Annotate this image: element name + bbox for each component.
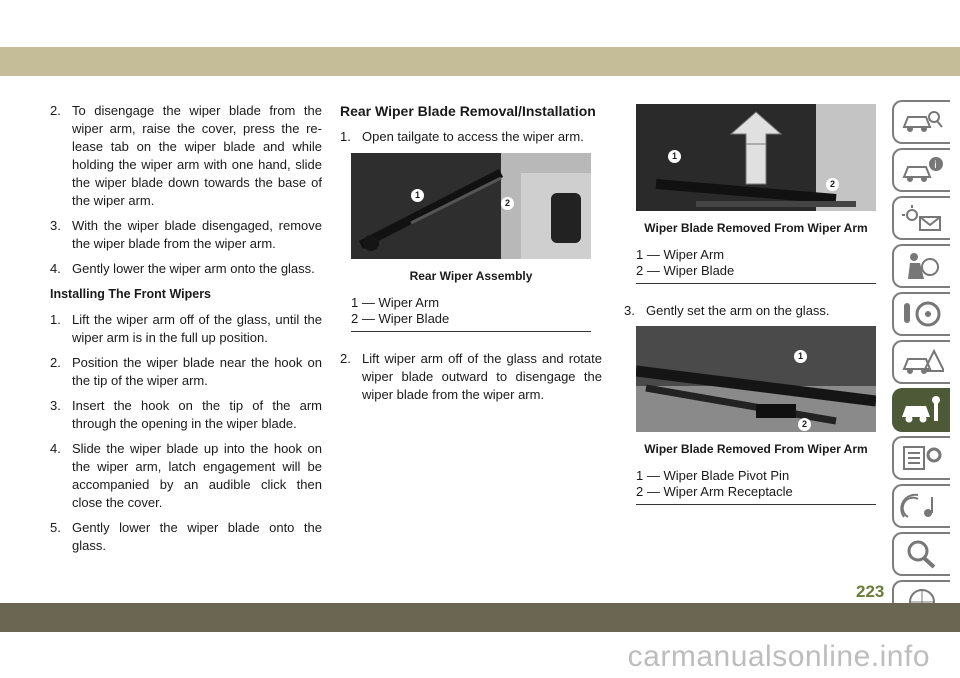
figure-wiper-blade-removed-1	[636, 104, 876, 284]
starting-driving-icon	[900, 299, 944, 329]
watermark: carmanualsonline.info	[0, 632, 960, 678]
tab-vehicle-info[interactable]	[892, 148, 950, 192]
callout-2: 2	[798, 418, 811, 431]
step-item: 4. Gently lower the wiper arm onto the glass.	[50, 261, 315, 276]
step-item: 1. Lift the wiper arm off of the glass, until the wiper arm is in the full up position.	[50, 312, 322, 345]
photo-illustration	[351, 153, 591, 259]
figure-caption: Rear Wiper Assembly	[409, 269, 533, 283]
tab-safety[interactable]	[892, 244, 950, 288]
figure-caption: Wiper Blade Removed From Wiper Arm	[644, 442, 868, 456]
callout-2: 2	[826, 178, 839, 191]
vehicle-info-icon	[900, 155, 944, 185]
emergency-icon	[900, 347, 944, 377]
vehicle-inspection-icon	[900, 107, 944, 137]
chapter-tabs	[892, 100, 952, 628]
tab-specifications[interactable]	[892, 436, 950, 480]
figure-legend: 1 — Wiper Arm 2 — Wiper Blade	[351, 295, 591, 332]
multimedia-icon	[900, 491, 944, 521]
callout-1: 1	[668, 150, 681, 163]
step-item: 3. Gently set the arm on the glass.	[624, 303, 830, 318]
step-item: 5. Gently lower the wiper blade onto the glass.	[50, 520, 322, 553]
warning-lights-icon	[900, 203, 944, 233]
step-item: 2. Lift wiper arm off of the glass and rotate wiper blade outward to disengage the wiper blade from the wiper arm.	[340, 351, 602, 402]
step-item: 2. Position the wiper blade near the hook on the tip of the wiper arm.	[50, 355, 322, 388]
index-search-icon	[900, 539, 944, 569]
figure-rear-wiper-assembly	[351, 153, 591, 332]
photo-pivot-pin	[636, 326, 876, 432]
safety-airbag-icon	[900, 251, 944, 281]
callout-1: 1	[411, 189, 424, 202]
figure-legend: 1 — Wiper Arm 2 — Wiper Blade	[636, 247, 876, 284]
callout-1: 1	[794, 350, 807, 363]
section-heading: Rear Wiper Blade Removal/Installation	[340, 103, 596, 119]
figure-legend: 1 — Wiper Blade Pivot Pin 2 — Wiper Arm Receptacle	[636, 468, 876, 505]
figure-caption: Wiper Blade Removed From Wiper Arm	[644, 221, 868, 235]
step-item: 2. To disengage the wiper blade from the wiper arm, raise the cover, press the release tab on the wiper blade and while holding the wiper arm with one hand, slide the wiper blade down towards the base of the wiper arm.	[50, 103, 322, 208]
step-item: 1. Open tailgate to access the wiper arm.	[340, 129, 584, 144]
tab-multimedia[interactable]	[892, 484, 950, 528]
tab-index-search[interactable]	[892, 532, 950, 576]
tab-servicing-maintenance[interactable]	[892, 388, 950, 432]
top-band	[0, 47, 960, 76]
step-item: 3. With the wiper blade disengaged, remove the wiper blade from the wiper arm.	[50, 218, 322, 251]
servicing-maintenance-icon	[900, 395, 944, 425]
left-column	[50, 102, 322, 562]
right-column	[624, 104, 878, 505]
photo-rear-wiper	[351, 153, 591, 259]
tab-vehicle-inspection[interactable]	[892, 100, 950, 144]
tab-warning-lights[interactable]	[892, 196, 950, 240]
step-item: 3. Insert the hook on the tip of the arm through the opening in the wiper blade.	[50, 398, 322, 431]
photo-illustration	[636, 326, 876, 432]
page-number: 223	[856, 582, 885, 601]
tab-emergency[interactable]	[892, 340, 950, 384]
svg-text:i: i	[934, 160, 937, 171]
callout-2: 2	[501, 197, 514, 210]
specifications-icon	[900, 443, 944, 473]
middle-column	[340, 102, 602, 411]
figure-wiper-blade-removed-2	[636, 326, 876, 505]
step-item: 4. Slide the wiper blade up into the hook on the wiper arm, latch engagement will be accompanied by an audible click then close the cover.	[50, 441, 322, 510]
section-subheading: Installing The Front Wipers	[50, 287, 212, 301]
tab-starting-driving[interactable]	[892, 292, 950, 336]
bottom-band	[0, 603, 960, 632]
photo-blade-removed	[636, 104, 876, 211]
